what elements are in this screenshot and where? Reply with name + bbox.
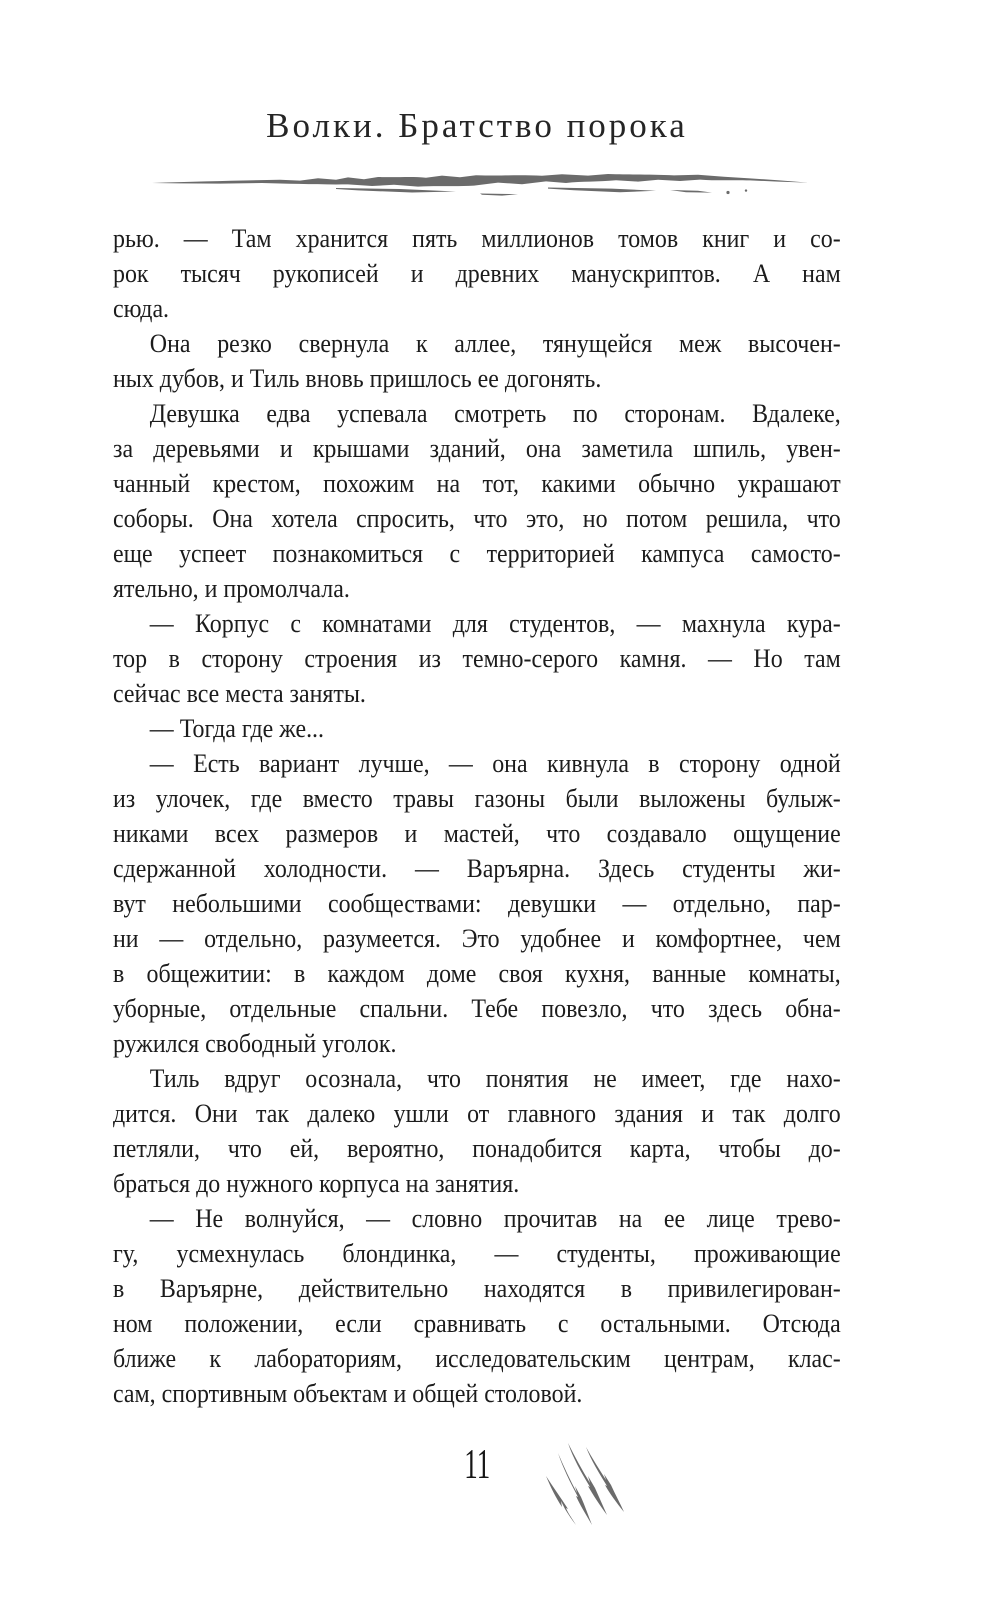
- paragraph: [113, 396, 841, 606]
- text-line: дится. Они так далеко ушли от главного здания и так долго: [113, 1099, 841, 1128]
- claw-marks-icon: [541, 1424, 633, 1540]
- text-line: ближе к лабораториям, исследовательским центрам, клас-: [113, 1344, 841, 1373]
- body-text: [113, 221, 841, 1411]
- paragraph: [113, 326, 841, 396]
- text-line: ружился свободный уголок.: [113, 1029, 397, 1058]
- text-line: чанный крестом, похожим на тот, какими обычно украшают: [113, 469, 841, 498]
- paragraph: [113, 606, 841, 711]
- text-line: вут небольшими сообществами: девушки — отдельно, пар-: [113, 889, 841, 918]
- paragraph: [113, 1201, 841, 1411]
- text-line: еще успеет познакомиться с территорией кампуса самосто-: [113, 539, 841, 568]
- text-line: — Тогда где же...: [149, 714, 325, 743]
- paragraph: [113, 746, 841, 1061]
- text-line: петляли, что ей, вероятно, понадобится карта, чтобы до-: [113, 1134, 841, 1163]
- text-line: браться до нужного корпуса на занятия.: [113, 1169, 520, 1198]
- text-line: Тиль вдруг осознала, что понятия не имеет, где нахо-: [149, 1064, 841, 1093]
- text-line: в Варъярне, действительно находятся в привилегирован-: [113, 1274, 841, 1303]
- paragraph: [113, 711, 841, 746]
- text-line: рок тысяч рукописей и древних манускриптов. А нам: [113, 259, 841, 288]
- text-line: — Корпус с комнатами для студентов, — махнула кура-: [149, 609, 841, 638]
- text-line: гу, усмехнулась блондинка, — студенты, проживающие: [113, 1239, 841, 1268]
- text-line: сейчас все места заняты.: [113, 679, 366, 708]
- text-line: ном положении, если сравнивать с остальными. Отсюда: [113, 1309, 841, 1338]
- text-line: ни — отдельно, разумеется. Это удобнее и комфортнее, чем: [113, 924, 841, 953]
- text-line: из улочек, где вместо травы газоны были выложены булыж-: [113, 784, 841, 813]
- text-line: ных дубов, и Тиль вновь пришлось ее догонять.: [113, 364, 602, 393]
- text-line: Она резко свернула к аллее, тянущейся меж высочен-: [149, 329, 841, 358]
- running-title: Волки. Братство порока: [266, 106, 688, 145]
- text-line: Девушка едва успевала смотреть по сторонам. Вдалеке,: [149, 399, 841, 428]
- paragraph: [113, 1061, 841, 1201]
- text-line: никами всех размеров и мастей, что создавало ощущение: [113, 819, 841, 848]
- text-line: тор в сторону строения из темно-серого камня. — Но там: [113, 644, 841, 673]
- text-line: рью. — Там хранится пять миллионов томов книг и со-: [113, 224, 841, 253]
- text-line: сам, спортивным объектам и общей столовой.: [113, 1379, 583, 1408]
- text-line: соборы. Она хотела спросить, что это, но потом решила, что: [113, 504, 841, 533]
- text-line: сюда.: [113, 294, 170, 323]
- ink-brush-divider-icon: [150, 171, 810, 201]
- text-line: в общежитии: в каждом доме своя кухня, ванные комнаты,: [113, 959, 841, 988]
- text-line: — Есть вариант лучше, — она кивнула в сторону одной: [149, 749, 841, 778]
- text-line: — Не волнуйся, — словно прочитав на ее лице трево-: [149, 1204, 841, 1233]
- text-line: сдержанной холодности. — Варъярна. Здесь студенты жи-: [113, 854, 841, 883]
- text-line: уборные, отдельные спальни. Тебе повезло, что здесь обна-: [113, 994, 841, 1023]
- page-number: 11: [464, 1442, 490, 1488]
- text-line: за деревьями и крышами зданий, она заметила шпиль, увен-: [113, 434, 841, 463]
- paragraph: [113, 221, 841, 326]
- text-line: ятельно, и промолчала.: [113, 574, 350, 603]
